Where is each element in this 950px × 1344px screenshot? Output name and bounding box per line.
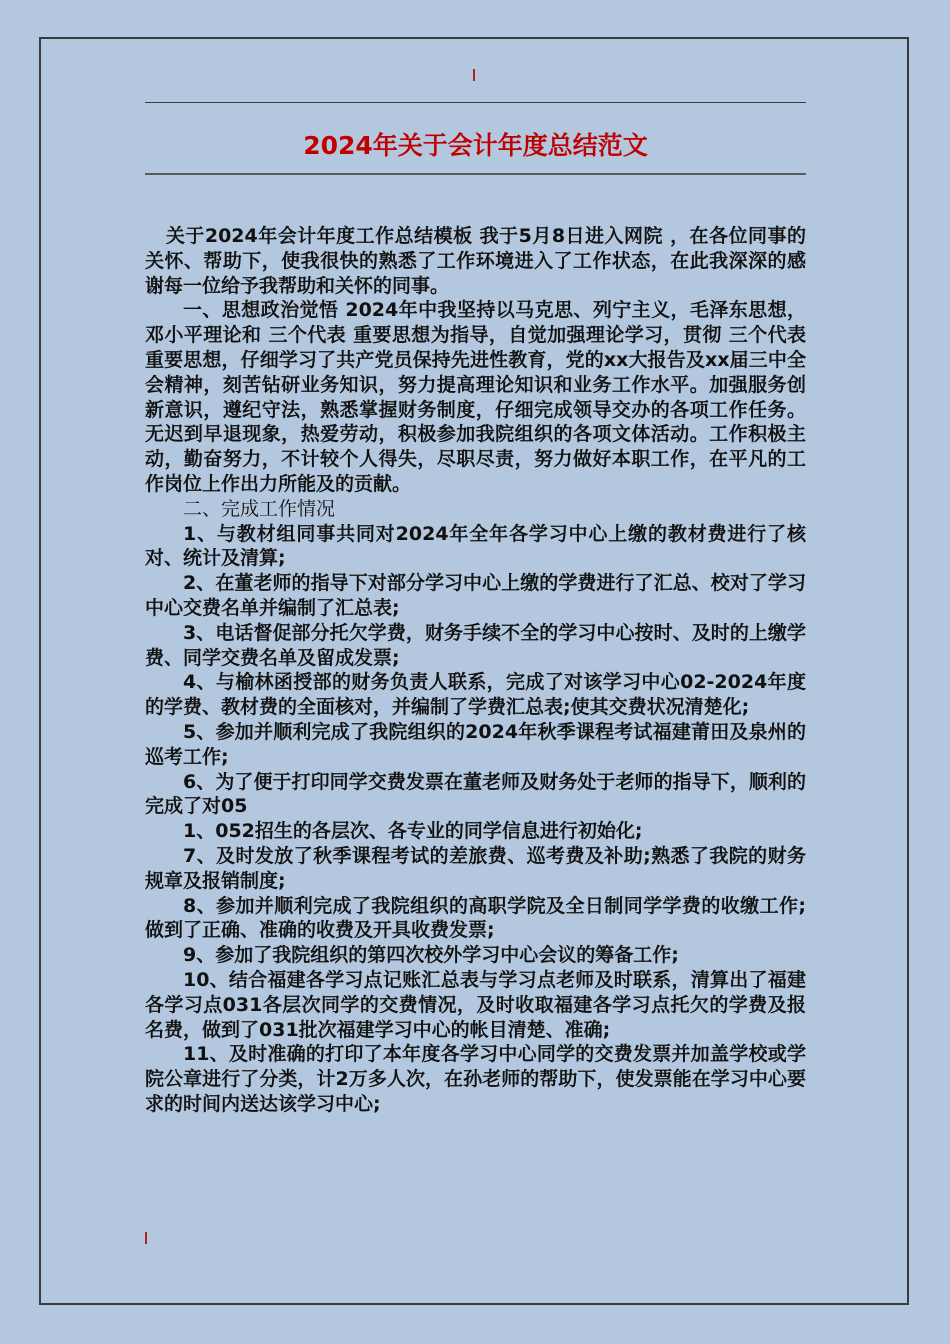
paragraph-intro: 关于2024年会计年度工作总结模板 我于5月8日进入网院 ，在各位同事的关怀、帮助下，使我很快的熟悉了工作环境进入了工作状态，在此我深深的感谢每一位给予我帮助和关怀的同事。 (145, 225, 806, 297)
paragraph-item-8: 8、参加并顺利完成了我院组织的高职学院及全日制同学学费的收缴工作;做到了正确、准确的收费及开具收费发票; (145, 894, 806, 942)
paragraph-item-11: 11、及时准确的打印了本年度各学习中心同学的交费发票并加盖学校或学院公章进行了分类，计2万多人次，在孙老师的帮助下，使发票能在学习中心要求的时间内送达该学习中心; (145, 1043, 806, 1115)
paragraph-section-1: 一、思想政治觉悟 2024年中我坚持以马克思、列宁主义，毛泽东思想，邓小平理论和 三个代表 重要思想为指导，自觉加强理论学习，贯彻 三个代表 重要思想，仔细学习了共产党员保持先进性教育，党的xx大报告及xx届三中全会精神，刻苦钻研业务知识，努力提高理论知识和业务工作水平。加强服务创新意识，遵纪守法，熟悉掌握财务制度，仔细完成领导交办的各项工作任务。无迟到早退现象，热爱劳动，积极参加我院组织的各项文体活动。工作积极主动，勤奋努力，不计较个人得失，尽职尽责，努力做好本职工作，在平凡的工作岗位上作出力所能及的贡献。 (145, 299, 806, 495)
paragraph-item-1: 1、与教材组同事共同对2024年全年各学习中心上缴的教材费进行了核对、统计及清算; (145, 522, 806, 570)
paragraph-item-3: 3、电话督促部分托欠学费，财务手续不全的学习中心按时、及时的上缴学费、同学交费名单及留成发票; (145, 621, 806, 669)
paragraph-item-6-continued: 1、052招生的各层次、各专业的同学信息进行初始化; (183, 820, 643, 843)
paragraph-section-2-heading: 二、完成工作情况 (183, 497, 336, 520)
footer-mark (145, 1232, 147, 1244)
paragraph-item-6: 6、为了便于打印同学交费发票在董老师及财务处于老师的指导下，顺利的完成了对05 (145, 770, 806, 818)
header-mark (473, 69, 475, 81)
paragraph-item-10: 10、结合福建各学习点记账汇总表与学习点老师及时联系，清算出了福建各学习点031各层次同学的交费情况，及时收取福建各学习点托欠的学费及报名费，做到了031批次福建学习中心的帐目清楚、准确; (145, 968, 806, 1041)
header-rule (145, 102, 806, 103)
paragraph-item-2: 2、在董老师的指导下对部分学习中心上缴的学费进行了汇总、校对了学习中心交费名单并编制了汇总表; (145, 572, 806, 619)
title-rule (145, 173, 806, 175)
paragraph-item-4: 4、与榆林函授部的财务负责人联系，完成了对该学习中心02-2024年度的学费、教材费的全面核对，并编制了学费汇总表;使其交费状况清楚化; (145, 671, 806, 719)
paragraph-item-9: 9、参加了我院组织的第四次校外学习中心会议的筹备工作; (183, 944, 679, 967)
document-body (145, 224, 806, 1117)
document-title: 2024年关于会计年度总结范文 (303, 131, 648, 160)
paragraph-item-5: 5、参加并顺利完成了我院组织的2024年秋季课程考试福建莆田及泉州的巡考工作; (145, 720, 806, 768)
paragraph-item-7: 7、及时发放了秋季课程考试的差旅费、巡考费及补助;熟悉了我院的财务规章及报销制度; (145, 844, 806, 892)
